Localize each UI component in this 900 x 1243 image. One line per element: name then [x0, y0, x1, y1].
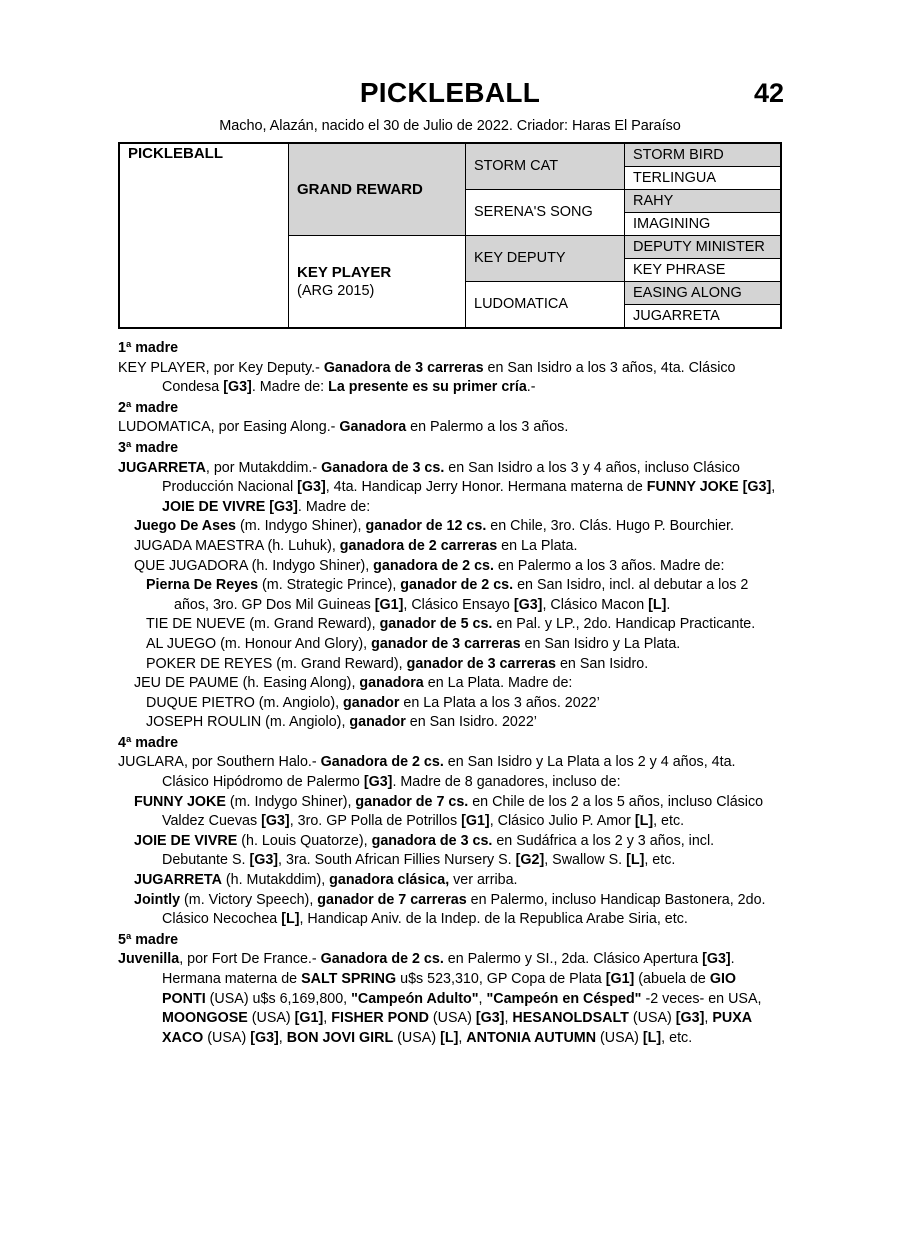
horse-subtitle: Macho, Alazán, nacido el 30 de Julio de 2022. Criador: Haras El Paraíso [219, 118, 681, 134]
dam-line-4: JUGLARA, por Southern Halo.- Ganadora de 2 cs. en San Isidro y La Plata a los 2 y 4 años, 4ta. Clásico Hipódromo de Palermo [G3]. Madre de 8 ganadores, incluso de: [118, 754, 736, 791]
progeny-line: QUE JUGADORA (h. Indygo Shiner), ganadora de 2 cs. en Palermo a los 3 años. Madre de: [134, 557, 725, 574]
cell-gen3-6: KEY PHRASE [625, 259, 782, 282]
pedigree-table-wrap [118, 142, 782, 329]
progeny-line: AL JUEGO (m. Honour And Glory), ganador de 3 carreras en San Isidro y La Plata. [146, 635, 681, 652]
cell-gen3-5: DEPUTY MINISTER [625, 236, 782, 259]
progeny-line: FUNNY JOKE (m. Indygo Shiner), ganador de 7 cs. en Chile de los 2 a los 5 años, incluso Clásico Valdez Cuevas [G3], 3ro. GP Polla de Potrillos [G1], Clásico Julio P. Amor [L], etc. [134, 793, 764, 830]
title-row [118, 78, 782, 108]
cell-sire [289, 143, 466, 236]
subject-name: PICKLEBALL [128, 145, 223, 162]
generation-heading-4: 4ª madre [118, 734, 179, 751]
progeny-line: JUGADA MAESTRA (h. Luhuk), ganadora de 2 carreras en La Plata. [134, 537, 578, 554]
cell-gen3-2: TERLINGUA [625, 167, 782, 190]
pedigree-table [118, 142, 782, 329]
progeny-line: Juego De Ases (m. Indygo Shiner), ganador de 12 cs. en Chile, 3ro. Clás. Hugo P. Bourchier. [134, 518, 734, 535]
progeny-line: POKER DE REYES (m. Grand Reward), ganador de 3 carreras en San Isidro. [146, 655, 649, 672]
pedigree-catalog-page [0, 78, 900, 1243]
pedigree-narrative [118, 339, 782, 1048]
cell-dam-sire: KEY DEPUTY [466, 236, 625, 282]
generation-heading-5: 5ª madre [118, 931, 179, 948]
cell-gen3-4: IMAGINING [625, 213, 782, 236]
sire-name: GRAND REWARD [297, 181, 423, 198]
dam-line-2: LUDOMATICA, por Easing Along.- Ganadora en Palermo a los 3 años. [118, 419, 569, 436]
dam-name: KEY PLAYER [297, 263, 392, 281]
cell-dam [289, 236, 466, 329]
table-row [119, 143, 781, 167]
generation-heading-1: 1ª madre [118, 340, 179, 356]
cell-dam-dam: LUDOMATICA [466, 282, 625, 329]
cell-sire-dam: SERENA'S SONG [466, 190, 625, 236]
generation-heading-2: 2ª madre [118, 399, 179, 416]
progeny-line: TIE DE NUEVE (m. Grand Reward), ganador de 5 cs. en Pal. y LP., 2do. Handicap Practicante. [146, 616, 756, 633]
cell-gen3-7: EASING ALONG [625, 282, 782, 305]
progeny-line: DUQUE PIETRO (m. Angiolo), ganador en La Plata a los 3 años. 2022’ [146, 694, 600, 711]
page-title: PICKLEBALL [359, 77, 541, 108]
progeny-line: Jointly (m. Victory Speech), ganador de 7 carreras en Palermo, incluso Handicap Bastonera, 2do. Clásico Necochea [L], Handicap Aniv. de la Indep. de la Republica Arabe Siria, etc. [134, 891, 766, 928]
progeny-line: Pierna De Reyes (m. Strategic Prince), ganador de 2 cs. en San Isidro, incl. al debutar a los 2 años, 3ro. GP Dos Mil Guineas [G1], Clásico Ensayo [G3], Clásico Macon [L]. [146, 577, 749, 613]
cell-subject [119, 143, 289, 328]
cell-gen3-3: RAHY [625, 190, 782, 213]
progeny-line: JEU DE PAUME (h. Easing Along), ganadora en La Plata. Madre de: [134, 675, 573, 692]
dam-origin: (ARG 2015) [297, 282, 375, 299]
page-header [0, 78, 900, 136]
catalog-number: 42 [753, 78, 784, 108]
cell-sire-sire: STORM CAT [466, 143, 625, 190]
dam-line-1: KEY PLAYER, por Key Deputy.- Ganadora de 3 carreras en San Isidro a los 3 años, 4ta. Clásico Condesa [G3]. Madre de: La presente es su primer cría.- [118, 359, 736, 396]
progeny-line: JUGARRETA (h. Mutakddim), ganadora clásica, ver arriba. [134, 872, 518, 889]
dam-line-5: Juvenilla, por Fort De France.- Ganadora de 2 cs. en Palermo y SI., 2da. Clásico Apertura [G3]. Hermana materna de SALT SPRING u$s 523,310, GP Copa de Plata [G1] (abuela de GIO PONTI (USA) u$s 6,169,800, "Campeón Adulto", "Campeón en Césped" -2 veces- en USA, MOONGOSE (USA) [G1], FISHER POND (USA) [G3], HESANOLDSALT (USA) [G3], PUXA XACO (USA) [G3], BON JOVI GIRL (USA) [L], ANTONIA AUTUMN (USA) [L], etc. [118, 951, 762, 1046]
cell-gen3-8: JUGARRETA [625, 305, 782, 329]
cell-gen3-1: STORM BIRD [625, 143, 782, 167]
progeny-line: JOIE DE VIVRE (h. Louis Quatorze), ganadora de 3 cs. en Sudáfrica a los 2 y 3 años, incl. Debutante S. [G3], 3ra. South African Fillies Nursery S. [G2], Swallow S. [L], etc. [134, 832, 715, 869]
generation-heading-3: 3ª madre [118, 439, 179, 456]
progeny-line: JOSEPH ROULIN (m. Angiolo), ganador en San Isidro. 2022’ [146, 714, 537, 731]
dam-line-3: JUGARRETA, por Mutakddim.- Ganadora de 3 cs. en San Isidro a los 3 y 4 años, incluso Clásico Producción Nacional [G3], 4ta. Handicap Jerry Honor. Hermana materna de FUNNY JOKE [G3], JOIE DE VIVRE [G3]. Madre de: [118, 459, 776, 515]
